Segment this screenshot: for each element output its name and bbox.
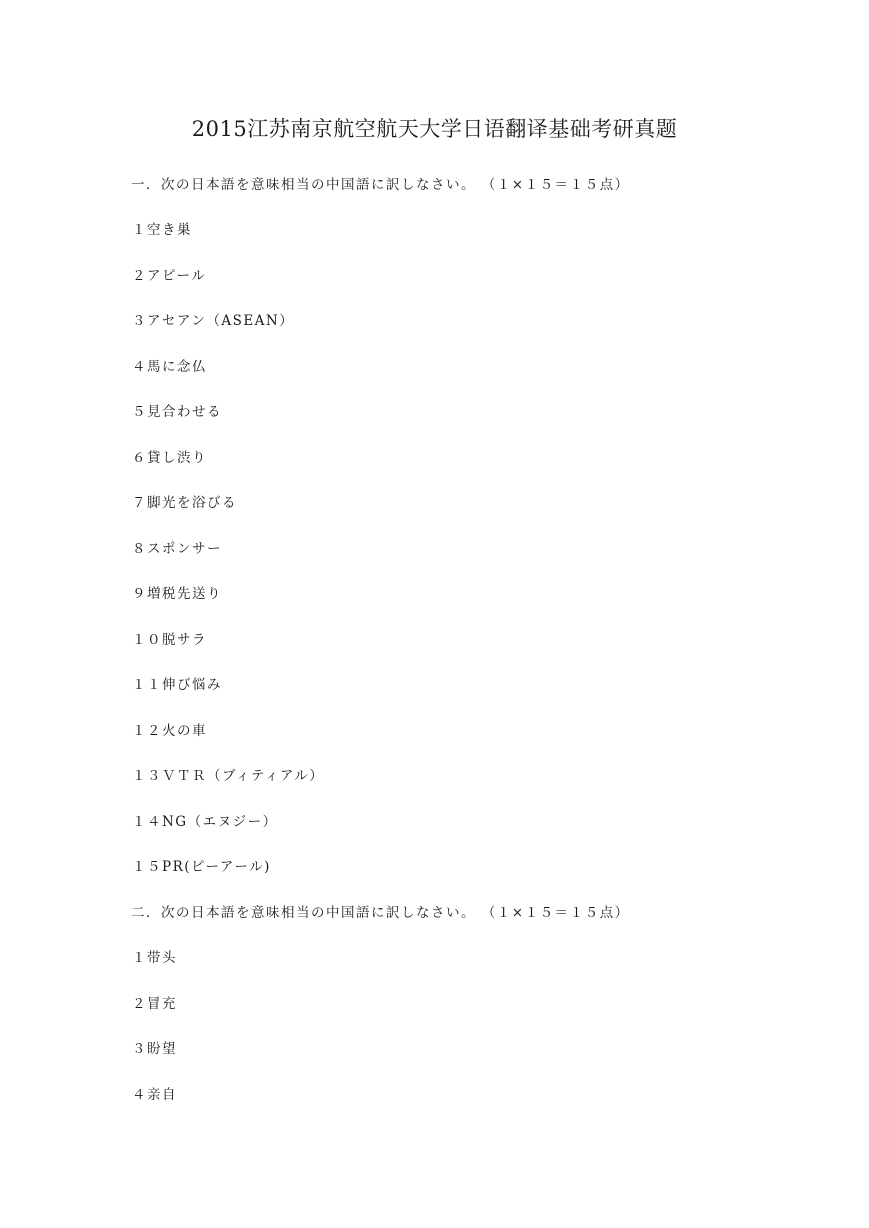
section-1-item-12: １２火の車 — [132, 723, 207, 739]
section-2-item-2: ２冒充 — [132, 996, 177, 1012]
section-1-heading: 一．次の日本語を意味相当の中国語に訳しなさい。 （１×１５＝１５点） — [131, 177, 630, 193]
section-1-item-3: ３アセアン（ASEAN） — [132, 313, 295, 329]
section-1-item-11: １１伸び悩み — [132, 677, 222, 693]
section-1-item-5: ５見合わせる — [132, 404, 222, 420]
section-1-item-9: ９増税先送り — [132, 586, 222, 602]
section-2-item-3: ３盼望 — [132, 1041, 177, 1057]
section-2-item-1: １带头 — [132, 950, 177, 966]
page-title: 2015江苏南京航空航天大学日语翻译基础考研真题 — [191, 117, 678, 141]
section-1-item-1: １空き巣 — [132, 222, 192, 238]
section-1-item-13: １３ＶＴＲ（ブィティアル） — [132, 768, 325, 784]
section-1-item-6: ６貸し渋り — [132, 450, 207, 466]
section-1-item-15: １５PR(ピーアール) — [132, 859, 271, 875]
section-1-item-2: ２アピール — [132, 268, 207, 284]
section-1-item-7: ７脚光を浴びる — [132, 495, 237, 511]
section-1-item-4: ４馬に念仏 — [132, 359, 207, 375]
section-2-heading: 二．次の日本語を意味相当の中国語に訳しなさい。 （１×１５＝１５点） — [131, 905, 630, 921]
section-1-item-10: １０脱サラ — [132, 632, 207, 648]
section-1-item-8: ８スポンサー — [132, 541, 222, 557]
section-2-item-4: ４亲自 — [132, 1087, 177, 1103]
section-1-item-14: １４NG（エヌジー） — [132, 814, 278, 830]
